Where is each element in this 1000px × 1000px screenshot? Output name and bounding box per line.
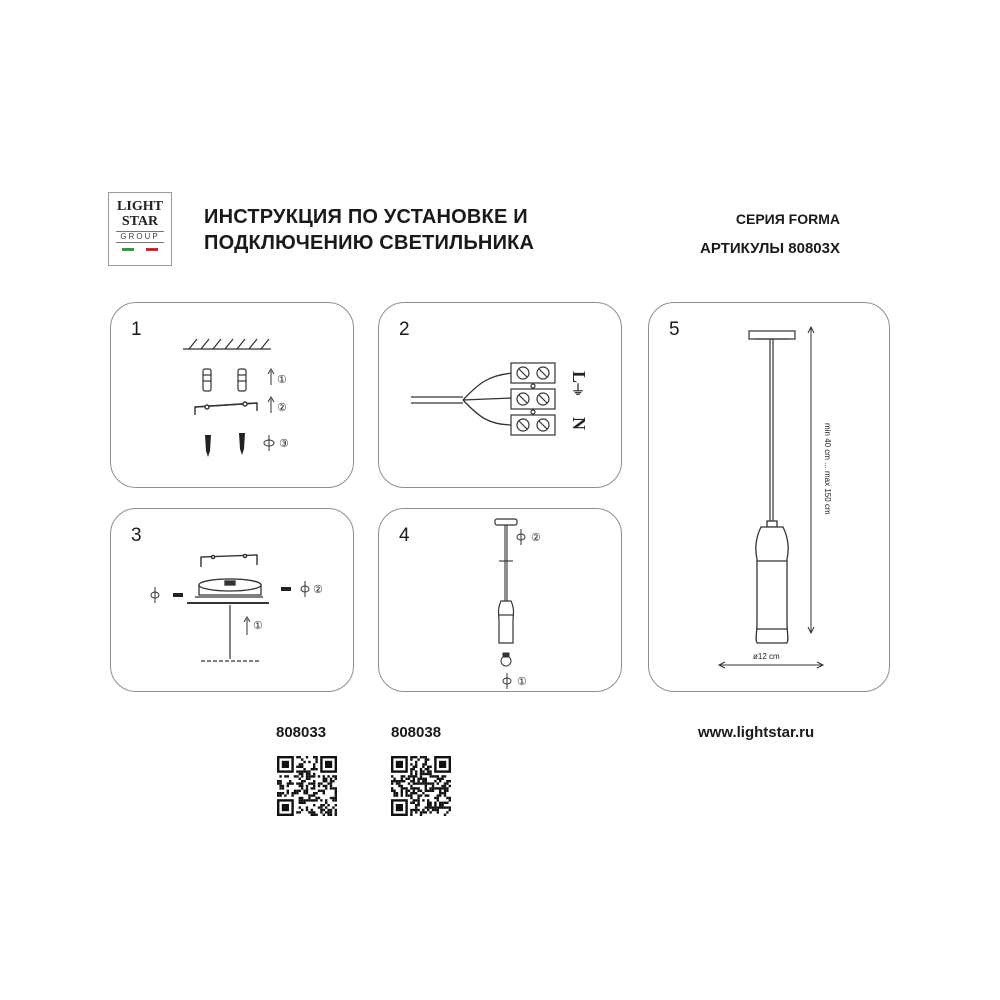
step-number: 1	[131, 319, 142, 340]
step-4-panel	[378, 508, 622, 692]
pendant-shade-icon	[756, 521, 788, 643]
italian-flag-icon	[122, 248, 158, 251]
canopy-icon	[495, 519, 517, 525]
step-number: 4	[399, 525, 410, 546]
step-1-diagram	[111, 303, 355, 489]
step-2-diagram	[379, 303, 623, 489]
step-number: 5	[669, 319, 680, 340]
arrow-up-icon	[268, 369, 274, 413]
step-4-diagram	[379, 509, 623, 693]
article-numbers: АРТИКУЛЫ 80803X	[700, 240, 840, 257]
height-label: min 40 cm ... max 150 cm	[823, 423, 832, 515]
cord-and-wire	[201, 605, 261, 661]
pendant-shade-icon	[499, 601, 514, 643]
logo-line2: STAR	[121, 214, 159, 229]
logo-line1: LIGHT	[117, 199, 163, 214]
suspension-cord	[499, 525, 513, 601]
title-line1: ИНСТРУКЦИЯ ПО УСТАНОВКЕ И	[204, 206, 528, 228]
title-line2: ПОДКЛЮЧЕНИЮ СВЕТИЛЬНИКА	[204, 232, 535, 254]
mark-2: ②	[313, 584, 323, 596]
terminal-live: L	[569, 371, 589, 384]
suspension-cord	[770, 339, 773, 521]
qr-code-icon[interactable]	[391, 756, 451, 816]
terminal-neutral: N	[569, 417, 589, 430]
mark-1: ①	[277, 374, 287, 386]
sku-label-1: 808033	[276, 724, 327, 741]
canopy-icon	[187, 579, 269, 603]
wall-plug-icon	[203, 369, 246, 391]
qr-code-icon[interactable]	[277, 756, 337, 816]
step-1-panel	[110, 302, 354, 488]
step-5-panel	[648, 302, 890, 692]
mark-2: ②	[277, 402, 287, 414]
terminal-ground: ⏚	[571, 384, 585, 399]
arrow-up-icon	[244, 617, 250, 635]
document-title	[204, 204, 534, 256]
series-info	[580, 204, 840, 264]
lightstar-logo	[108, 192, 172, 266]
light-bulb-icon	[501, 653, 511, 666]
diameter-label: ø12 cm	[753, 652, 780, 661]
step-2-panel	[378, 302, 622, 488]
mark-2: ②	[531, 532, 541, 544]
screw-icon	[205, 433, 245, 457]
step-3-diagram	[111, 509, 355, 693]
terminal-block-icon	[511, 363, 555, 435]
height-dimension	[808, 327, 814, 633]
step-5-diagram	[649, 303, 891, 693]
mark-3: ③	[279, 438, 289, 450]
ceiling-hatch-icon	[189, 339, 269, 349]
power-cable-icon	[411, 373, 513, 425]
mark-1: ①	[253, 620, 263, 632]
mounting-bracket-icon	[201, 554, 257, 567]
ceiling-canopy-icon	[749, 331, 795, 339]
series-name: СЕРИЯ FORMA	[735, 211, 840, 227]
step-number: 3	[131, 525, 142, 546]
website-link[interactable]: www.lightstar.ru	[698, 724, 815, 741]
mark-1: ①	[517, 676, 527, 688]
rotate-icon	[264, 435, 274, 451]
logo-line3: GROUP	[116, 231, 164, 243]
diameter-dimension	[719, 662, 823, 668]
step-number: 2	[399, 319, 410, 340]
mounting-bracket-icon	[195, 402, 257, 415]
sku-label-2: 808038	[391, 724, 442, 741]
step-3-panel	[110, 508, 354, 692]
